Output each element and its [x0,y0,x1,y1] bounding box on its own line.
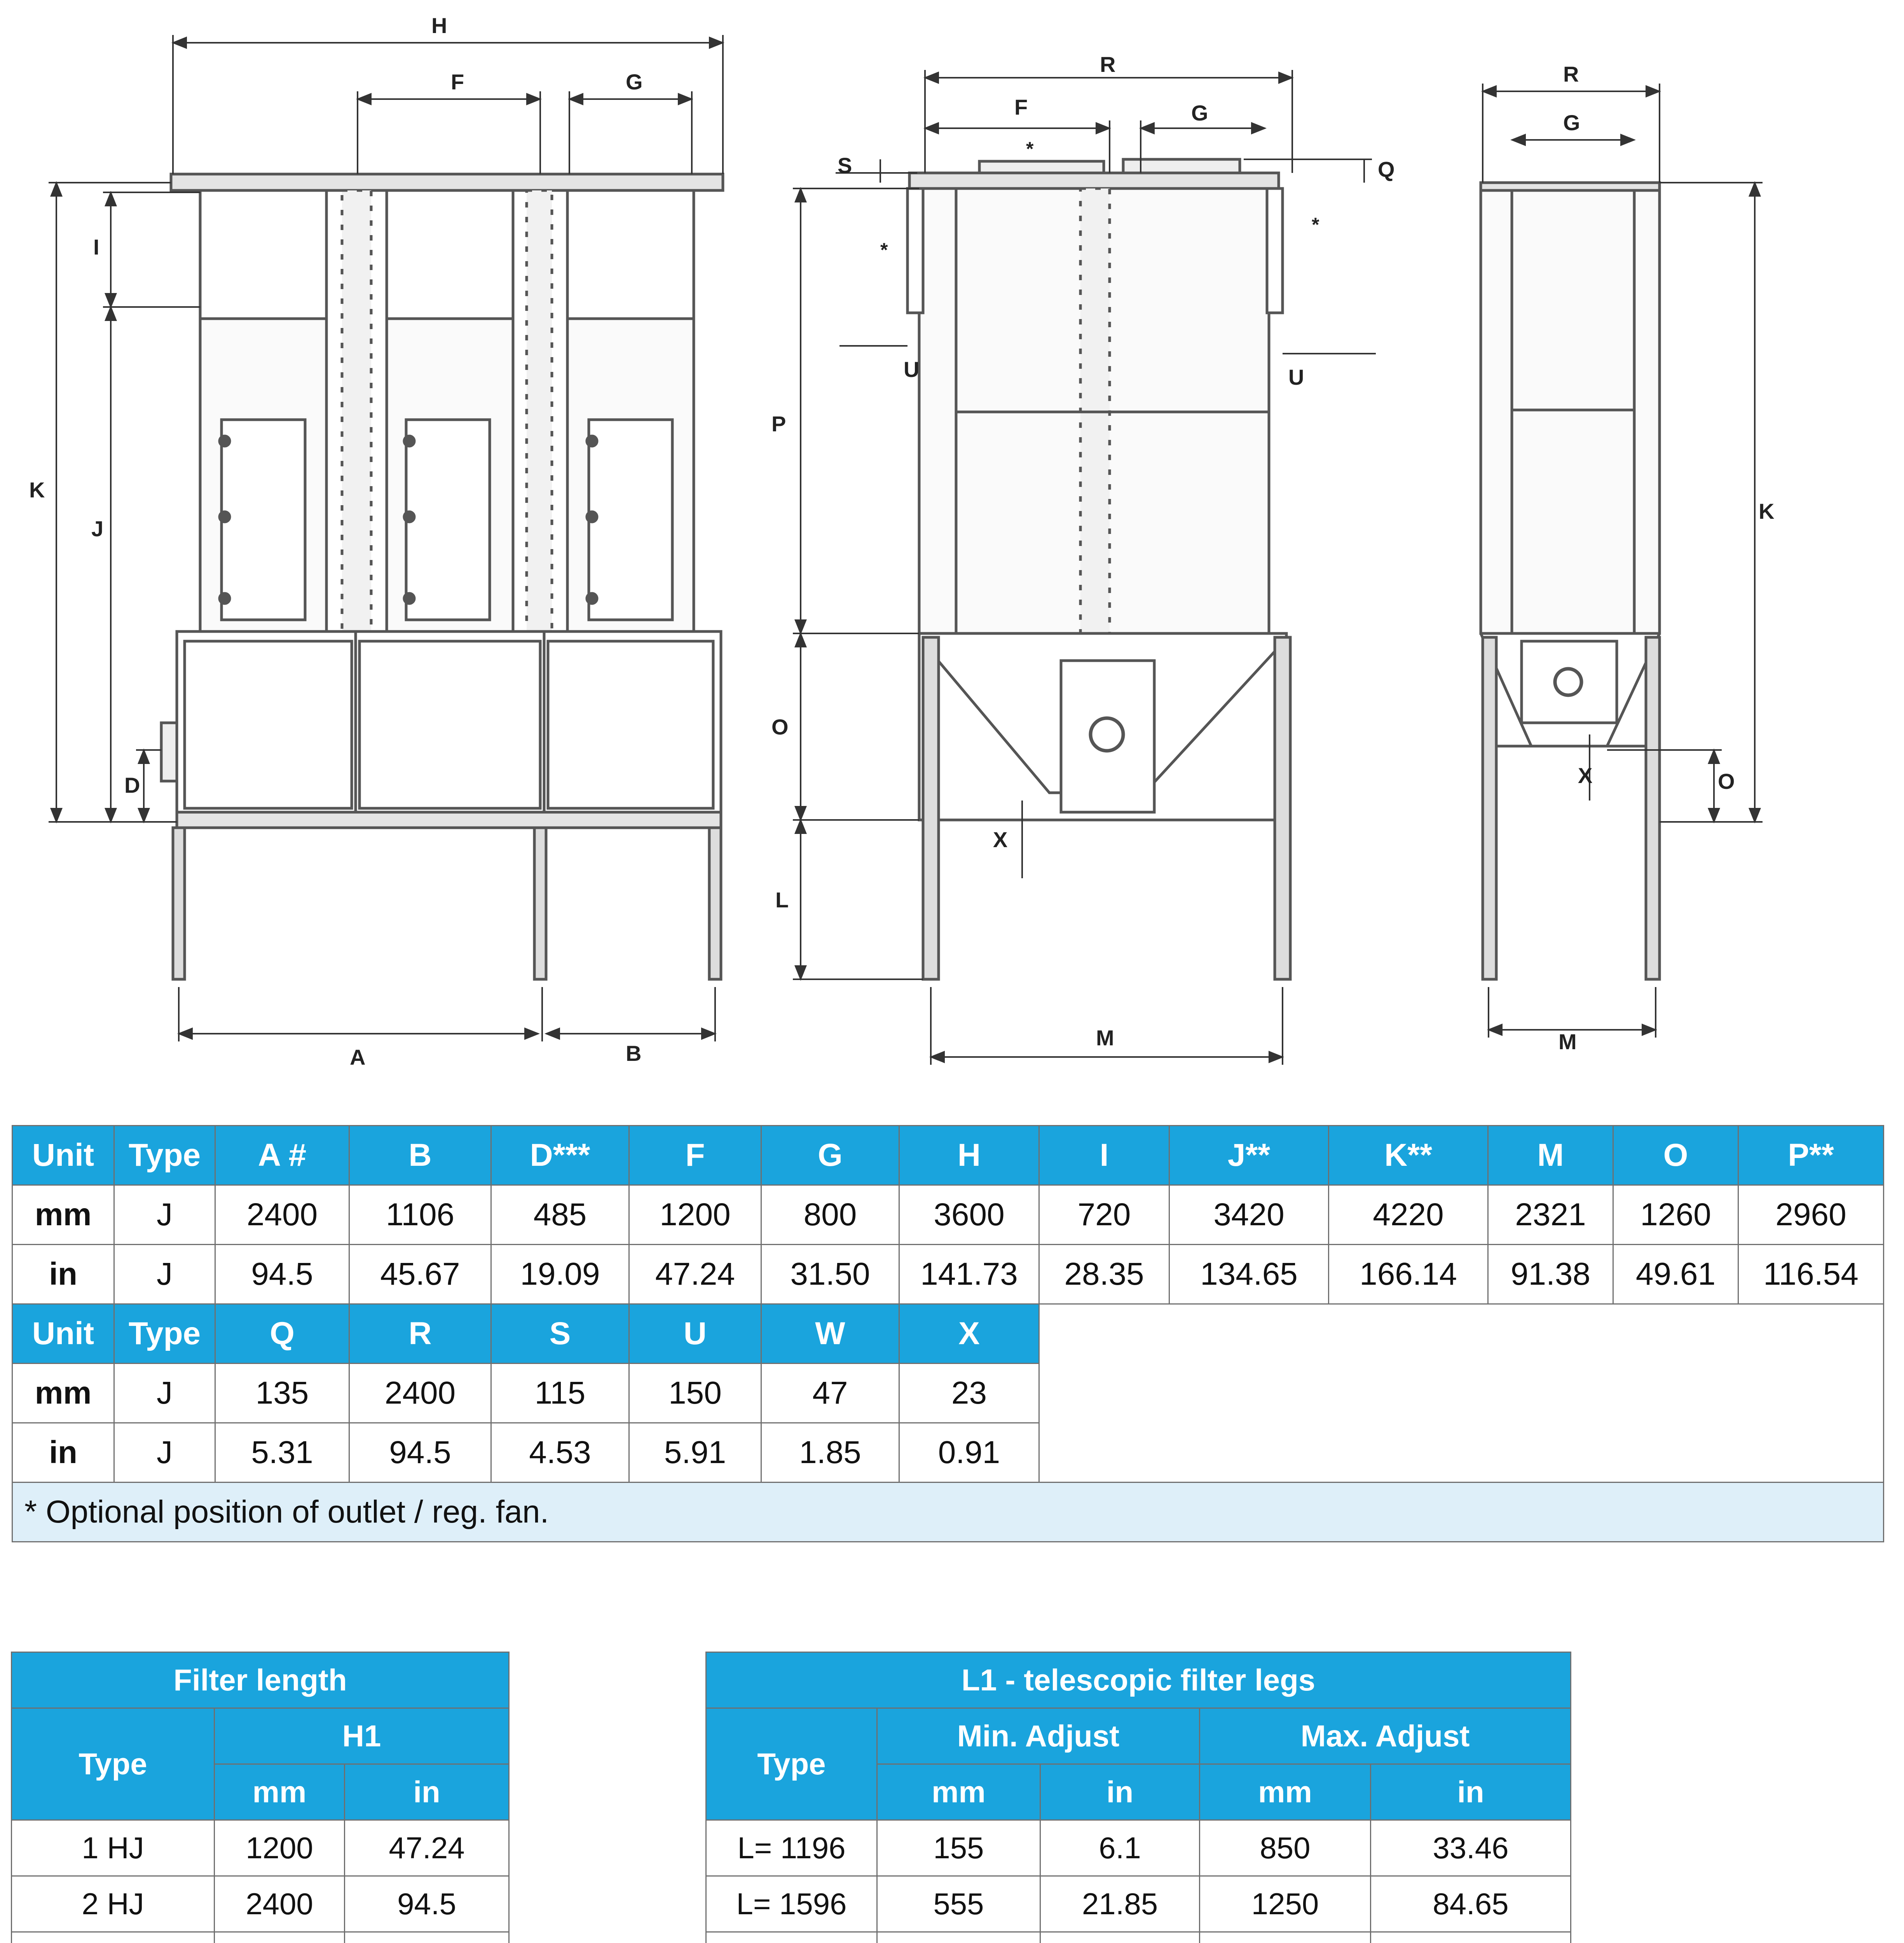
table-cell: L= 1196 [706,1820,877,1876]
front-view [161,174,723,979]
table-cell: 47.24 [345,1820,509,1876]
table-cell: 47 [761,1364,899,1423]
table-cell: 94.5 [349,1423,491,1483]
table-cell: 94.5 [345,1876,509,1932]
unit-cell: in [12,1245,114,1304]
table-cell [345,1932,509,1943]
table-cell: 2960 [1738,1185,1884,1245]
dim-label-F: F [451,70,464,94]
type-header: Type [706,1708,877,1820]
table-cell: 0.91 [899,1423,1039,1483]
dim-label-R: R [1100,52,1116,77]
header-cell: J** [1169,1126,1329,1185]
min-adjust-header: Min. Adjust [877,1708,1200,1764]
dim-label-D: D [124,773,140,797]
note-row [12,1483,1884,1542]
table-cell: 134.65 [1169,1245,1329,1304]
table-cell: 166.14 [1329,1245,1488,1304]
dim-label-G-side: G [1191,101,1208,125]
dim-label-U-left: U [904,357,920,382]
optional-mark: * [880,239,888,261]
table-cell: 720 [1039,1185,1169,1245]
unit-header: mm [215,1764,345,1820]
header-cell: S [491,1304,629,1364]
table-cell: 850 [1200,1820,1371,1876]
header-cell: D*** [491,1126,629,1185]
table-cell: 2 HJ [12,1876,215,1932]
header-cell: K** [1329,1126,1488,1185]
table-cell: 1260 [1613,1185,1738,1245]
header-cell: Type [114,1304,215,1364]
dim-label-G-end: G [1563,110,1580,135]
filter-length-table [11,1652,510,1943]
table-cell: 1.85 [761,1423,899,1483]
table-cell: 45.67 [349,1245,491,1304]
table-cell: J [114,1364,215,1423]
table-row [12,1932,509,1943]
table-cell: 94.5 [215,1245,349,1304]
table-cell: 19.09 [491,1245,629,1304]
table-cell: 1 HJ [12,1820,215,1876]
optional-mark: * [1312,214,1319,235]
header-cell: M [1488,1126,1613,1185]
unit-header: in [345,1764,509,1820]
dim-label-B: B [626,1041,642,1066]
table-row [12,1185,1884,1245]
header-cell: P** [1738,1126,1884,1185]
table-cell: 3420 [1169,1185,1329,1245]
unit-header: mm [1200,1764,1371,1820]
dim-label-M-end: M [1558,1029,1577,1054]
header-cell: O [1613,1126,1738,1185]
table-cell: 1200 [629,1185,761,1245]
table-cell: 5.91 [629,1423,761,1483]
header-cell: I [1039,1126,1169,1185]
header-cell: H [899,1126,1039,1185]
dim-label-K: K [29,478,45,502]
empty-area [1039,1304,1884,1483]
dim-label-H: H [431,13,447,38]
header-cell: W [761,1304,899,1364]
spec-header-row-2 [12,1304,1884,1364]
header-cell: R [349,1304,491,1364]
table-cell: 33.46 [1371,1820,1571,1876]
table-cell [1371,1932,1571,1943]
table-title: L1 - telescopic filter legs [706,1652,1571,1708]
table-cell: 84.65 [1371,1876,1571,1932]
table-cell: 5.31 [215,1423,349,1483]
unit-cell: in [12,1423,114,1483]
unit-header: in [1371,1764,1571,1820]
end-view [1481,183,1660,979]
table-cell: 4220 [1329,1185,1488,1245]
table-cell: L= 1596 [706,1876,877,1932]
table-cell: 2400 [349,1364,491,1423]
table-cell: 115 [491,1364,629,1423]
side-view [907,159,1290,979]
header-cell: Unit [12,1304,114,1364]
type-header: Type [12,1708,215,1820]
dim-label-J: J [91,516,104,541]
dim-label-K-end: K [1759,499,1775,523]
table-cell: J [114,1245,215,1304]
table-cell [12,1932,215,1943]
footnote: * Optional position of outlet / reg. fan. [12,1483,1884,1542]
unit-header: in [1040,1764,1200,1820]
table-cell: 47.24 [629,1245,761,1304]
table-cell: 4.53 [491,1423,629,1483]
dim-label-F-side: F [1014,95,1028,119]
table-cell: 1200 [215,1820,345,1876]
table-cell: 116.54 [1738,1245,1884,1304]
dim-label-M: M [1096,1026,1114,1050]
table-cell: 6.1 [1040,1820,1200,1876]
header-cell: B [349,1126,491,1185]
table-cell: 21.85 [1040,1876,1200,1932]
table-row [706,1932,1571,1943]
dim-label-I: I [93,235,99,259]
table-row [12,1820,509,1876]
spec-header-row [12,1126,1884,1185]
dimension-spec-table [12,1125,1884,1542]
table-row [706,1876,1571,1932]
header-cell: A # [215,1126,349,1185]
table-cell: 485 [491,1185,629,1245]
header-cell: Unit [12,1126,114,1185]
header-cell: Type [114,1126,215,1185]
dim-label-L: L [775,888,789,912]
unit-cell: mm [12,1364,114,1423]
table-cell [1200,1932,1371,1943]
table-cell: 2321 [1488,1185,1613,1245]
table-cell: 135 [215,1364,349,1423]
dim-label-S: S [838,153,852,178]
dim-label-R-end: R [1563,62,1579,86]
dim-label-X-end: X [1578,763,1593,788]
table-cell: 2400 [215,1876,345,1932]
dim-label-A: A [350,1045,366,1069]
table-cell: 31.50 [761,1245,899,1304]
table-cell: 91.38 [1488,1245,1613,1304]
table-cell: 555 [877,1876,1040,1932]
dim-label-U-right: U [1288,365,1304,389]
table-cell [877,1932,1040,1943]
dim-label-P: P [771,412,786,436]
table-row [706,1820,1571,1876]
unit-cell: mm [12,1185,114,1245]
table-cell [215,1932,345,1943]
table-cell: 3600 [899,1185,1039,1245]
table-cell: J [114,1185,215,1245]
table-row [12,1876,509,1932]
table-cell: 155 [877,1820,1040,1876]
table-cell: 150 [629,1364,761,1423]
dim-label-G: G [626,70,643,94]
table-row [12,1245,1884,1304]
unit-header: mm [877,1764,1040,1820]
table-cell: 1106 [349,1185,491,1245]
table-cell: 141.73 [899,1245,1039,1304]
dim-label-O-end: O [1718,769,1735,794]
header-cell: F [629,1126,761,1185]
table-title: Filter length [12,1652,509,1708]
dim-label-Q: Q [1378,157,1395,181]
header-cell: X [899,1304,1039,1364]
table-cell [706,1932,877,1943]
telescopic-legs-table [705,1652,1571,1943]
table-cell: 23 [899,1364,1039,1423]
table-cell: 28.35 [1039,1245,1169,1304]
header-cell: G [761,1126,899,1185]
group-header: H1 [215,1708,509,1764]
table-cell [1040,1932,1200,1943]
header-cell: U [629,1304,761,1364]
header-cell: Q [215,1304,349,1364]
dim-label-X: X [993,827,1008,852]
table-cell: 800 [761,1185,899,1245]
max-adjust-header: Max. Adjust [1200,1708,1571,1764]
optional-mark: * [1026,138,1034,160]
table-cell: 1250 [1200,1876,1371,1932]
dim-label-O: O [771,715,789,739]
table-cell: 2400 [215,1185,349,1245]
table-cell: 49.61 [1613,1245,1738,1304]
table-cell: J [114,1423,215,1483]
